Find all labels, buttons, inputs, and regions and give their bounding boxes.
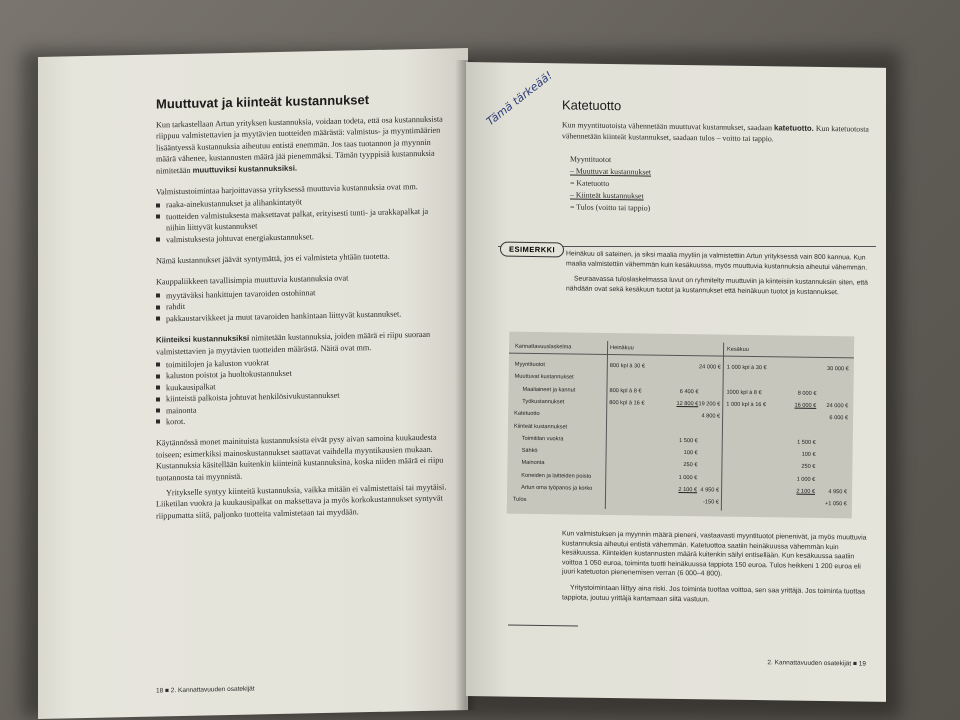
table-cell: -150 € [703,499,719,506]
table-cell: 100 € [801,451,816,458]
table-cell: 1 500 € [679,437,698,445]
table-cell: Muuttuvat kustannukset [514,373,574,381]
table-cell: 800 kpl à 8 € [609,387,642,395]
left-para-1: Kun tarkastellaan Artun yrityksen kustannuksia, voidaan todeta, että osa kustannuksista riippuu valmistettavien ja myytävien tuotteiden määrästä: valmistus- ja myyntimäärien lisääntyessä kustannuksia aiheutuu entistä enemmän. Jos taas tuotannon ja myynnin määrä vähenee, kustannusten määrä jää pienemmäksi. Tämän tyyppisiä kustannuksia nimitetään muuttuviksi kustannuksiksi. [156,114,443,176]
right-page-title: Katetuotto [562,97,622,114]
table-cell: 1 000 kpl à 16 € [726,401,767,409]
left-para-3: Nämä kustannukset jäävät syntymättä, jos ei valmisteta yhtään tuotetta. [156,251,390,266]
list-item: mainonta [156,399,448,417]
table-cell: Maaliaineet ja kannut [522,386,576,394]
retail-costs-list [156,284,448,324]
list-item: kuukausipalkat [156,376,448,394]
list-item: toimitilojen ja kaluston vuokrat [156,353,448,371]
table-cell: 1 000 € [678,474,698,481]
table-header-cell: Kesäkuu [727,346,749,353]
table-cell: 2 100 € [678,486,698,494]
example-para-2: Seuraavassa tuloslaskelmassa luvut on ryhmitelty muuttuviin ja kiinteisiin kustannuksiin siten, että nähdään ovat sekä kesäkuun tuotot ja kustannukset että heinäkuun tuotot ja kustannukset. [566,275,868,297]
list-item: valmistuksesta johtuvat energiakustannukset. [156,228,448,246]
table-cell: 12 800 € [676,400,699,408]
table-cell: 250 € [801,464,816,471]
list-item: kaluston poistot ja huoltokustannukset [156,365,448,383]
table-cell: Myyntituotot [514,361,546,369]
table-cell: Mainonta [521,460,545,467]
example-para-1: Heinäkuu oli sateinen, ja siksi maalia myytiin ja valmistettiin Artun yrityksessä vain 800 kannua. Kun maalia valmistettiin vähemmän kuin kesäkuussa, myös muuttuvia kustannuksia aiheutui vähemmän. [566,250,868,272]
after-table-para-2: Yritystoimintaan liittyy aina riski. Jos toiminta tuottaa voittoa, sen saa yrittäjä. Jos toiminta tuottaa tappiota, joutuu yrittäjä kantamaan siitä vastuun. [562,584,865,603]
after-table-para-1: Kun valmistuksen ja myynnin määrä pieneni, vastaavasti myyntituotot pienenivät, ja myös muuttuvia kustannuksia aiheutui entistä vähemmän. Katetuottoa saatiin heinäkuussa vähemmän kuin kesäkuussa. Kiinteiden kustannusten määrä kuitenkin säilyi entisellään. Kun kesäkuussa saatiin voittoa 1 050 euroa, toiminta tuotti heinäkuussa tappiota 150 euroa. Tulos heikkeni 1 200 euroa eli juuri katetuoton pienenemisen verran (6 000–4 800). [562,530,867,578]
right-page-footer: 2. Kannattavuuden osatekijät ■ 19 [767,659,866,668]
margin-formula [570,154,870,218]
table-cell: +1 050 € [824,501,847,508]
table-cell: 4 950 € [828,489,848,496]
left-para-4: Kauppaliikkeen tavallisimpia muuttuvia kustannuksia ovat [156,273,349,288]
formula-line: – Kiinteät kustannukset [570,190,644,201]
left-para-2: Valmistustoimintaa harjoittavassa yrityksessä muuttuvia kustannuksia ovat mm. [156,182,418,197]
left-page-footer: 18 ■ 2. Kannattavuuden osatekijät [156,685,255,695]
list-item: raaka-ainekustannukset ja alihankintatyöt [156,194,448,212]
table-header-cell: Heinäkuu [610,345,634,352]
profitability-table [507,332,855,519]
example-badge: ESIMERKKI [500,242,564,258]
table-cell: Tulos [512,496,527,504]
table-cell: 30 000 € [826,366,849,373]
variable-costs-list [156,194,448,246]
table-cell: Kiinteät kustannukset [513,423,568,430]
table-cell: Työkustannukset [522,398,565,406]
list-item: myytäväksi hankittujen tavaroiden ostohinnat [156,284,448,302]
table-cell: 2 100 € [796,488,816,495]
table-cell: 19 200 € [698,401,721,408]
list-item: kiinteistä palkoista johtuvat henkilösivukustannukset [156,388,448,406]
table-cell: 1 000 kpl à 30 € [726,364,767,372]
left-page-title: Muuttuvat ja kiinteät kustannukset [156,92,370,112]
formula-line: = Katetuotto [570,178,610,189]
table-cell: 16 000 € [794,402,817,409]
table-header-cell: Kannattavuuslaskelma [515,343,572,351]
list-item: korot. [156,410,448,428]
table-cell: 800 kpl à 30 € [609,363,646,370]
left-para-5: Kiinteiksi kustannuksiksi nimitetään kustannuksia, joiden määrä ei riipu suoraan valmistettavien ja myytävien tuotteiden määrästä. Näitä ovat mm. [156,329,431,357]
handwritten-note: Tämä tärkeää! [484,68,555,129]
table-cell: Koneiden ja laitteiden poisto [521,472,592,480]
table-cell: Artun oma työpanos ja korko [521,484,593,492]
left-para-6: Käytännössä monet mainituista kustannuksista eivät pysy aivan samoina kuukaudesta toiseen; esimerkiksi mainoskustannukset saattavat vaihdella myyntikausien mukaan. Kustannuksia käsitellään kuitenkin kiinteinä kustannuksina, koska niiden määrä ei riipu tuotannosta tai myynnistä. [156,433,444,483]
table-cell: 8 000 € [797,390,817,397]
table-cell: 4 800 € [701,413,721,420]
table-cell: 6 400 € [679,388,699,395]
left-page [38,48,468,719]
table-cell: 1000 kpl à 8 € [726,389,762,396]
table-cell: Toimitilan vuokra [521,435,564,443]
table-row [507,497,852,512]
table-cell: 1 500 € [797,439,816,446]
right-para-1: Kun myyntituotoista vähennetään muuttuvat kustannukset, saadaan katetuotto. Kun katetuotosta vähennetään kiinteät kustannukset, saadaan tulos – voitto tai tappio. [562,120,869,143]
formula-line: – Muuttuvat kustannukset [570,166,651,177]
table-cell: Katetuotto [514,410,540,418]
table-cell: 24 000 € [826,402,849,410]
table-cell: 24 000 € [698,364,721,371]
table-cell: Sähkö [521,447,538,455]
fixed-costs-list [156,353,448,428]
table-cell: 1 000 € [796,476,816,483]
list-item: tuotteiden valmistuksesta maksettavat palkat, erityisesti tunti- ja urakkapalkat ja niihin liittyvät kustannukset [156,205,448,234]
left-para-7: Yritykselle syntyy kiinteitä kustannuksia, vaikka mitään ei valmistettaisi tai myytäisi. Liiketilan vuokra ja kuukausipalkat on maksettava ja myös korkokustannukset syntyvät riippumatta siitä, paljonko tuotteita valmistetaan tai myydään. [156,482,447,521]
list-item: rahdit [156,296,448,314]
table-header-row [509,344,854,359]
list-item: pakkaustarvikkeet ja muut tavaroiden hankintaan liittyvät kustannukset. [156,307,448,325]
table-cell: 800 kpl à 16 € [609,399,645,407]
table-cell: 250 € [683,462,698,469]
table-cell: 4 950 € [700,487,720,494]
table-cell: 6 000 € [829,415,849,422]
table-cell: 100 € [683,450,698,457]
formula-line: = Tulos (voitto tai tappio) [570,202,651,213]
formula-line: Myyntituotot [570,154,612,165]
